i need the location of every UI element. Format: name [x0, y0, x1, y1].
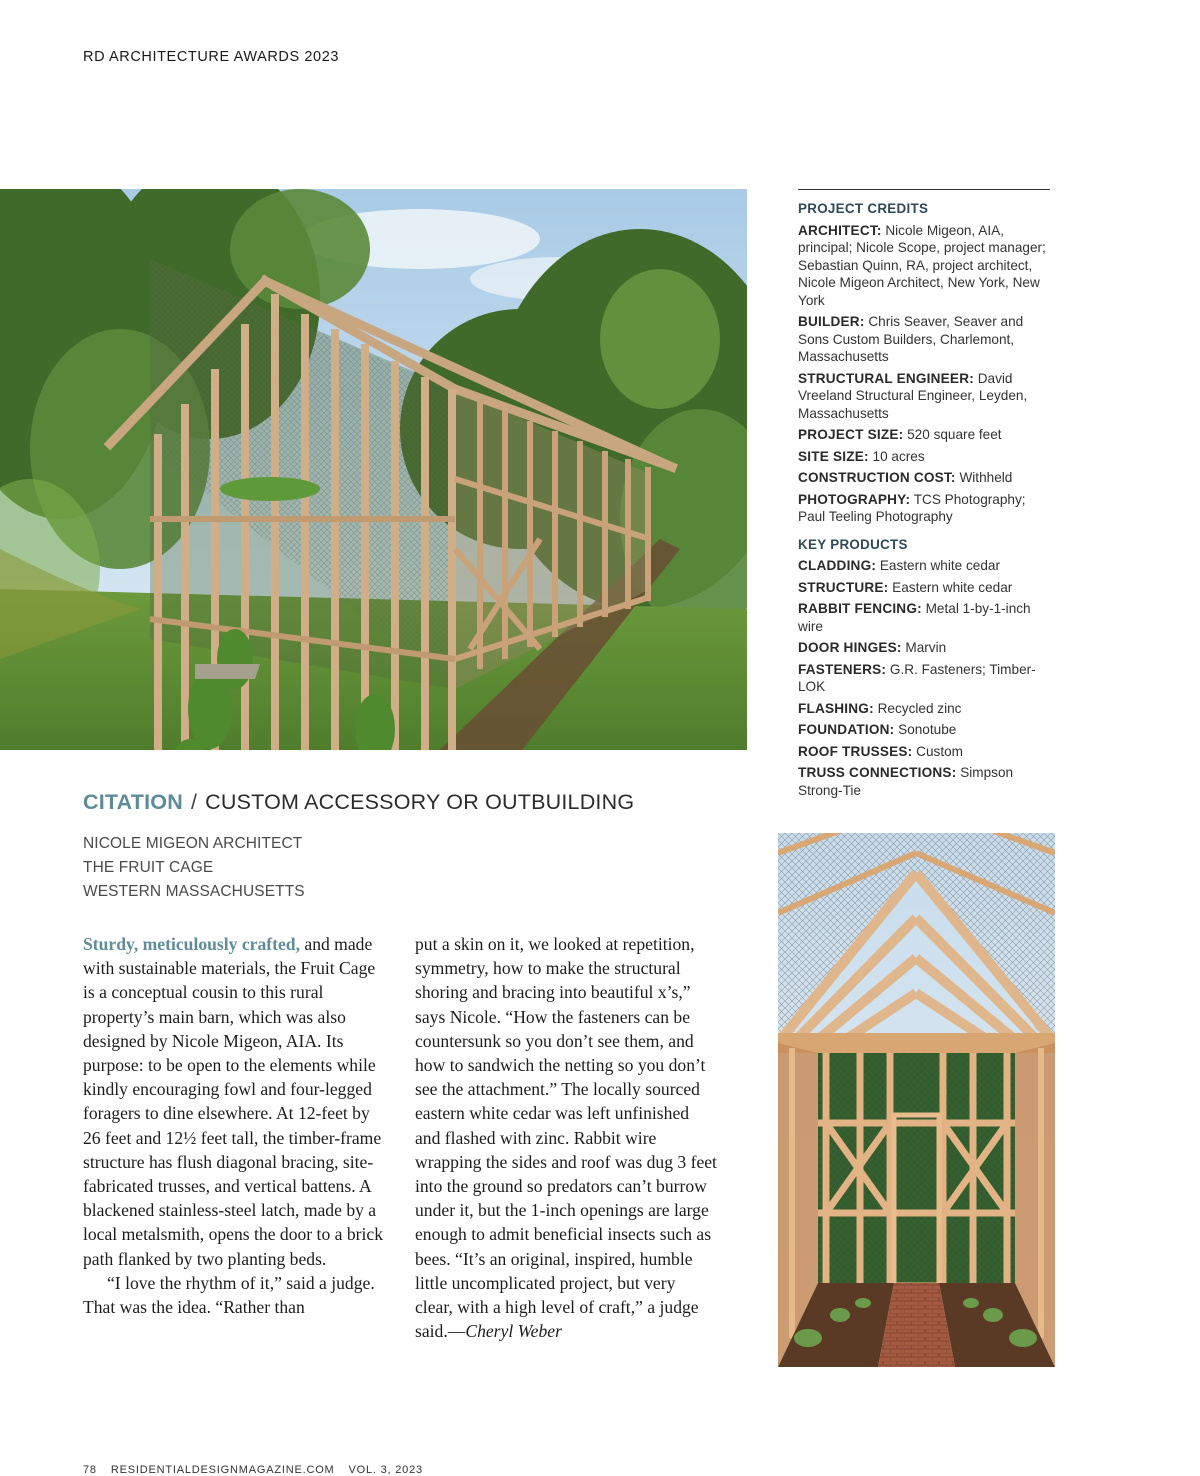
citation-slash: /: [190, 790, 198, 814]
project-name: THE FRUIT CAGE: [83, 859, 214, 876]
credit-photography: [798, 491, 1050, 526]
product-value: Sonotube: [898, 722, 957, 737]
article-paragraph: [415, 932, 717, 1343]
product-truss-connections: [798, 764, 1050, 799]
citation-word: CITATION: [83, 790, 183, 814]
credit-architect: [798, 222, 1050, 310]
page-footer: [83, 1464, 437, 1476]
product-label: RABBIT FENCING:: [798, 601, 922, 616]
product-label: FLASHING:: [798, 700, 874, 716]
credit-site-size: [798, 448, 1050, 466]
credit-label: PHOTOGRAPHY:: [798, 491, 911, 507]
credit-value: David Vreeland Structural Engineer, Leyden, Massachusetts: [798, 370, 1028, 421]
product-label: TRUSS CONNECTIONS:: [798, 765, 957, 780]
project-info: [83, 832, 305, 904]
credit-project-size: [798, 426, 1050, 444]
award-category: CUSTOM ACCESSORY OR OUTBUILDING: [205, 790, 635, 814]
product-value: Simpson Strong-Tie: [798, 765, 1014, 798]
product-foundation: [798, 721, 1050, 739]
article-byline: Cheryl Weber: [465, 1321, 562, 1342]
product-door-hinges: [798, 639, 1050, 657]
fruit-cage-interior-photo: [778, 833, 1055, 1367]
credit-value: TCS Photography; Paul Teeling Photography: [798, 491, 1026, 524]
credit-value: 10 acres: [872, 448, 925, 464]
article-column-2: [415, 932, 717, 1343]
article-lede: Sturdy, meticulously crafted,: [83, 934, 300, 954]
product-label: FOUNDATION:: [798, 722, 895, 737]
credit-label: BUILDER:: [798, 314, 865, 329]
product-fasteners: [798, 661, 1050, 696]
running-head: RD ARCHITECTURE AWARDS 2023: [83, 49, 340, 65]
credit-value: Withheld: [959, 470, 1013, 485]
product-value: Metal 1-by-1-inch wire: [798, 601, 1031, 634]
credit-builder: [798, 313, 1050, 366]
credit-label: SITE SIZE:: [798, 448, 869, 464]
credit-label: CONSTRUCTION COST:: [798, 470, 956, 485]
product-cladding: [798, 557, 1050, 575]
article-text: and made with sustainable materials, the Fruit Cage is a conceptual cousin to this rural property’s main barn, which was also designed by Nicole Migeon, AIA. Its purpose: to be open to the elements while kindly encouraging fowl and four-legged foragers to dine elsewhere. At 12-feet by 26 feet and 12½ feet tall, the timber-frame structure has flush diagonal bracing, site-fabricated trusses, and vertical battens. A blackened stainless-steel latch, made by a local metalsmith, opens the door to a brick path flanked by two planting beds.: [83, 934, 383, 1269]
credit-label: STRUCTURAL ENGINEER:: [798, 370, 974, 386]
product-roof-trusses: [798, 743, 1050, 761]
product-value: Eastern white cedar: [892, 579, 1013, 595]
product-value: Marvin: [905, 640, 947, 655]
article-paragraph: “I love the rhythm of it,” said a judge. That was the idea. “Rather than: [83, 1272, 375, 1318]
credit-value: Nicole Migeon, AIA, principal; Nicole Scope, project manager; Sebastian Quinn, RA, project architect, Nicole Migeon Architect, New York, New York: [798, 222, 1046, 308]
project-location: WESTERN MASSACHUSETTS: [83, 883, 305, 900]
article-paragraph: [83, 932, 385, 1271]
article-column-1: [83, 932, 385, 1319]
issue-volume: VOL. 3, 2023: [348, 1464, 423, 1476]
article-text: put a skin on it, we looked at repetition, symmetry, how to make the structural shoring and bracing into beautiful x’s,” says Nicole. “How the fasteners can be countersunk so you don’t see them, and how to sandwich the netting so you don’t see the attachment.” The locally sourced eastern white cedar was left unfinished and flashed with zinc. Rabbit wire wrapping the sides and roof was dug 3 feet into the ground so predators can’t burrow under it, but the 1-inch openings are large enough to admit beneficial insects such as bees. “It’s an original, inspired, humble little uncomplicated project, but very clear, with a high level of craft,” a judge said.—: [415, 934, 717, 1342]
product-rabbit-fencing: [798, 600, 1050, 635]
product-flashing: [798, 700, 1050, 718]
credit-structural-engineer: [798, 370, 1050, 423]
product-label: STRUCTURE:: [798, 579, 889, 595]
page-number: 78: [83, 1464, 97, 1476]
architect-firm: NICOLE MIGEON ARCHITECT: [83, 835, 303, 852]
magazine-site: RESIDENTIALDESIGNMAGAZINE.COM: [110, 1464, 335, 1476]
credit-construction-cost: [798, 469, 1050, 487]
credit-label: PROJECT SIZE:: [798, 427, 904, 442]
credits-sidebar: [798, 189, 1050, 803]
product-structure: [798, 579, 1050, 597]
fruit-cage-exterior-photo: [0, 189, 747, 750]
credit-value: 520 square feet: [907, 427, 1002, 442]
credit-label: ARCHITECT:: [798, 222, 882, 238]
product-value: Custom: [916, 743, 964, 759]
citation-heading: [83, 790, 634, 815]
product-value: Eastern white cedar: [879, 558, 1000, 573]
credit-value: Chris Seaver, Seaver and Sons Custom Builders, Charlemont, Massachusetts: [798, 314, 1024, 364]
product-label: DOOR HINGES:: [798, 640, 902, 655]
product-label: ROOF TRUSSES:: [798, 743, 913, 759]
product-value: Recycled zinc: [877, 700, 962, 716]
product-label: CLADDING:: [798, 558, 877, 573]
key-products-heading: KEY PRODUCTS: [798, 536, 908, 552]
product-label: FASTENERS:: [798, 661, 887, 677]
project-credits-heading: PROJECT CREDITS: [798, 201, 929, 216]
product-value: G.R. Fasteners; Timber-LOK: [798, 661, 1036, 694]
